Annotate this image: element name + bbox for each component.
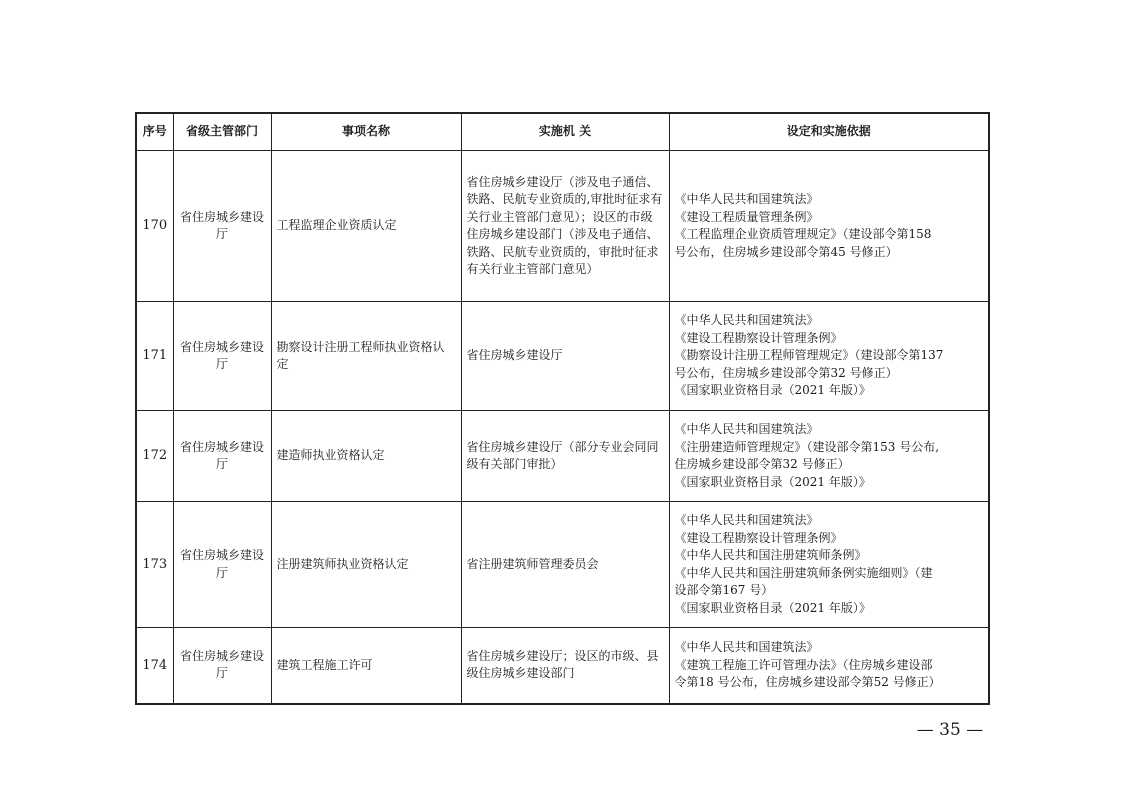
row-org: 省注册建筑师管理委员会 [461,502,669,628]
row-item: 注册建筑师执业资格认定 [271,502,461,628]
row-item: 勘察设计注册工程师执业资格认定 [271,302,461,411]
page-number: — 35 — [916,720,984,740]
basis-line: 《国家职业资格目录（2021 年版）》 [674,474,871,489]
row-dept: 省住房城乡建设厅 [173,628,271,704]
basis-line: 《建设工程勘察设计管理条例》 [674,330,843,345]
row-seq: 171 [136,302,173,411]
table-row [136,411,989,502]
basis-line: 设部令第167 号） [674,583,774,597]
basis-line: 《建筑工程施工许可管理办法》（住房城乡建设部 [674,657,933,672]
row-org: 省住房城乡建设厅（部分专业会同同级有关部门审批） [461,411,669,502]
basis-line: 《中华人民共和国注册建筑师条例》 [674,548,867,562]
basis-line: 《中华人民共和国注册建筑师条例实施细则》（建 [674,565,933,580]
header-item: 事项名称 [271,113,461,151]
row-seq: 172 [136,411,173,502]
row-basis [669,302,989,411]
row-basis [669,151,989,302]
basis-line: 《中华人民共和国建筑法》 [674,313,819,328]
row-org: 省住房城乡建设厅；设区的市级、县级住房城乡建设部门 [461,628,669,704]
header-basis: 设定和实施依据 [669,113,989,151]
basis-line: 《国家职业资格目录（2021 年版）》 [674,383,871,398]
basis-line: 住房城乡建设部令第32 号修正） [674,457,850,471]
row-org: 省住房城乡建设厅（涉及电子通信、铁路、民航专业资质的,审批时征求有关行业主管部门意见）；设区的市级住房城乡建设部门（涉及电子通信、铁路、民航专业资质的，审批时征求有关行业主管部门意见） [461,151,669,302]
row-dept: 省住房城乡建设厅 [173,302,271,411]
row-basis [669,502,989,628]
row-dept: 省住房城乡建设厅 [173,411,271,502]
header-dept: 省级主管部门 [173,113,271,151]
admin-items-table [135,112,990,705]
basis-line: 《建设工程勘察设计管理条例》 [674,530,843,545]
table-row [136,151,989,302]
row-dept: 省住房城乡建设厅 [173,151,271,302]
row-basis [669,628,989,704]
row-basis [669,411,989,502]
table-row [136,302,989,411]
basis-line: 《国家职业资格目录（2021 年版）》 [674,600,871,615]
basis-line: 令第18 号公布，住房城乡建设部令第52 号修正） [674,675,941,689]
row-seq: 170 [136,151,173,302]
basis-line: 《建设工程质量管理条例》 [674,209,819,224]
row-item: 工程监理企业资质认定 [271,151,461,302]
basis-line: 《工程监理企业资质管理规定》（建设部令第158 [674,227,932,241]
basis-line: 号公布，住房城乡建设部令第32 号修正） [674,365,898,380]
row-item: 建造师执业资格认定 [271,411,461,502]
table-row [136,628,989,704]
basis-line: 《注册建造师管理规定》（建设部令第153 号公布, [674,439,940,454]
row-org: 省住房城乡建设厅 [461,302,669,411]
basis-line: 《中华人民共和国建筑法》 [674,640,819,654]
basis-line: 《中华人民共和国建筑法》 [674,513,819,527]
table-row [136,502,989,628]
row-dept: 省住房城乡建设厅 [173,502,271,628]
header-org: 实施机 关 [461,113,669,151]
row-item: 建筑工程施工许可 [271,628,461,704]
row-seq: 174 [136,628,173,704]
basis-line: 《中华人民共和国建筑法》 [674,422,819,436]
header-seq: 序号 [136,113,173,151]
basis-line: 《中华人民共和国建筑法》 [674,192,819,206]
basis-line: 《勘察设计注册工程师管理规定》（建设部令第137 [674,348,944,363]
basis-line: 号公布，住房城乡建设部令第45 号修正） [674,244,898,259]
row-seq: 173 [136,502,173,628]
table-header-row [136,113,989,151]
